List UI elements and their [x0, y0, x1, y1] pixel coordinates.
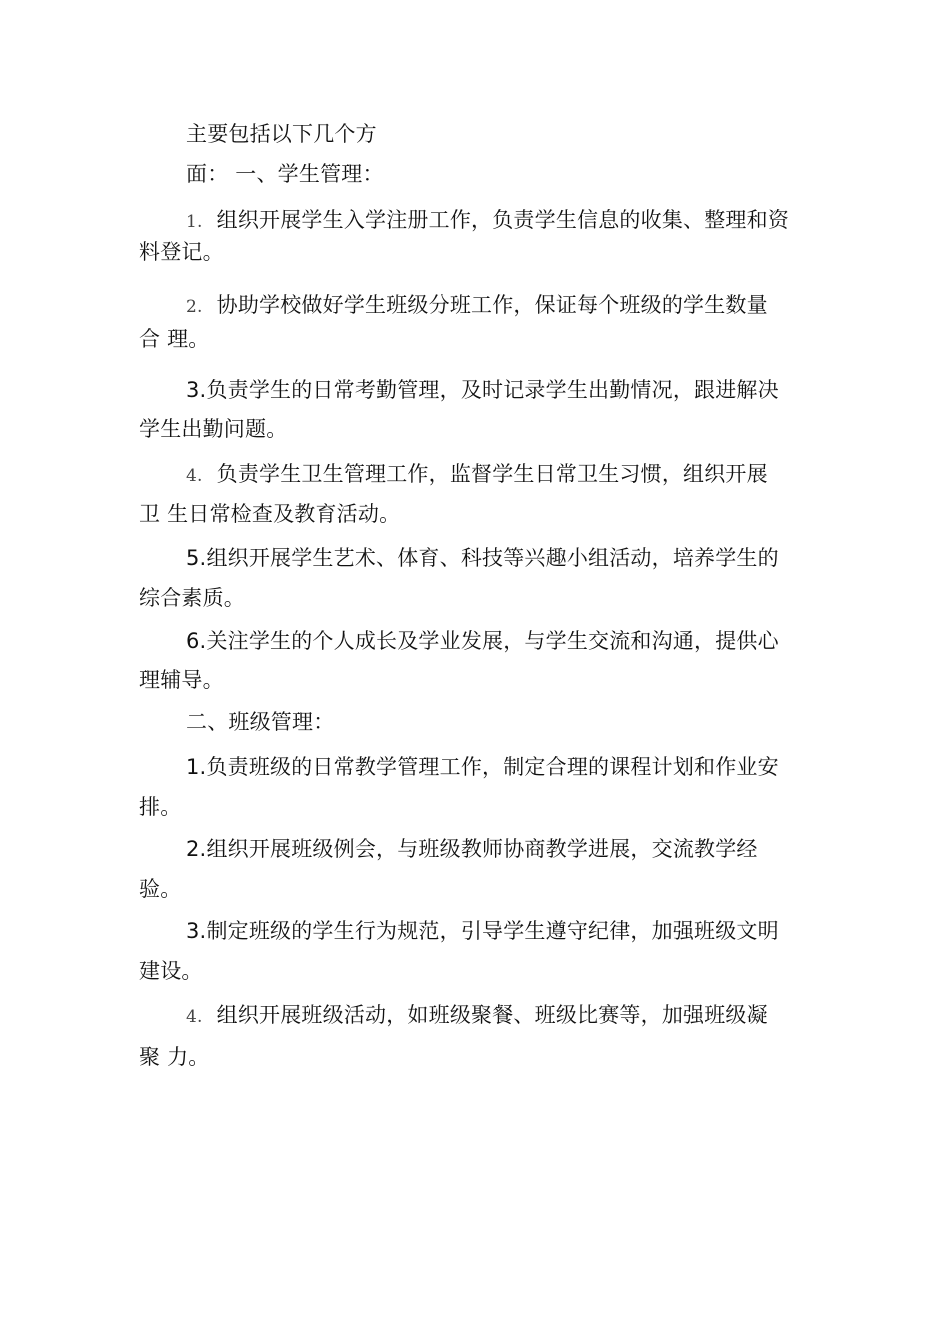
student-item-2	[186, 292, 768, 320]
class-item-2	[186, 836, 758, 862]
item-number: 1.	[186, 212, 203, 232]
student-item-4	[186, 461, 768, 489]
item-number: 3.	[186, 378, 207, 402]
item-text: 负责班级的日常教学管理工作，制定合理的课程计划和作业安	[206, 755, 779, 779]
student-item-4-cont: 卫 生日常检查及教育活动。	[139, 502, 401, 526]
student-item-3-cont: 学生出勤问题。	[139, 417, 288, 441]
class-item-4-cont: 聚 力。	[139, 1045, 210, 1069]
item-number: 6.	[186, 629, 207, 653]
section-heading-class-management: 二、班级管理：	[186, 710, 335, 734]
class-item-1	[186, 754, 779, 780]
item-text: 关注学生的个人成长及学业发展，与学生交流和沟通，提供心	[206, 629, 779, 653]
item-text: 组织开展学生入学注册工作，负责学生信息的收集、整理和资	[216, 208, 790, 232]
item-text: 组织开展学生艺术、体育、科技等兴趣小组活动，培养学生的	[206, 546, 779, 570]
item-number: 5.	[186, 546, 207, 570]
item-text: 组织开展班级活动，如班级聚餐、班级比赛等，加强班级凝	[216, 1003, 768, 1027]
item-text: 组织开展班级例会，与班级教师协商教学进展，交流教学经	[206, 837, 758, 861]
intro-line-2: 面： 一、学生管理：	[186, 162, 384, 186]
student-item-6-cont: 理辅导。	[139, 668, 224, 692]
class-item-4	[186, 1002, 768, 1030]
item-number: 2.	[186, 837, 207, 861]
class-item-3	[186, 918, 779, 944]
class-item-2-cont: 验。	[139, 877, 182, 901]
item-number: 4.	[186, 1007, 203, 1027]
student-item-5	[186, 545, 779, 571]
student-item-5-cont: 综合素质。	[139, 586, 245, 610]
item-number: 1.	[186, 755, 207, 779]
item-text: 制定班级的学生行为规范，引导学生遵守纪律，加强班级文明	[206, 919, 779, 943]
student-item-1-cont: 料登记。	[139, 240, 224, 264]
student-item-6	[186, 628, 779, 654]
item-text: 负责学生卫生管理工作，监督学生日常卫生习惯，组织开展	[216, 462, 768, 486]
class-item-1-cont: 排。	[139, 795, 182, 819]
student-item-2-cont: 合 理。	[139, 327, 210, 351]
class-item-3-cont: 建设。	[139, 959, 203, 983]
student-item-3	[186, 377, 779, 403]
intro-line-1: 主要包括以下几个方	[186, 122, 377, 146]
item-text: 负责学生的日常考勤管理，及时记录学生出勤情况，跟进解决	[206, 378, 779, 402]
item-number: 2.	[186, 297, 203, 317]
item-text: 协助学校做好学生班级分班工作，保证每个班级的学生数量	[216, 293, 768, 317]
item-number: 3.	[186, 919, 207, 943]
item-number: 4.	[186, 466, 203, 486]
student-item-1	[186, 207, 789, 235]
